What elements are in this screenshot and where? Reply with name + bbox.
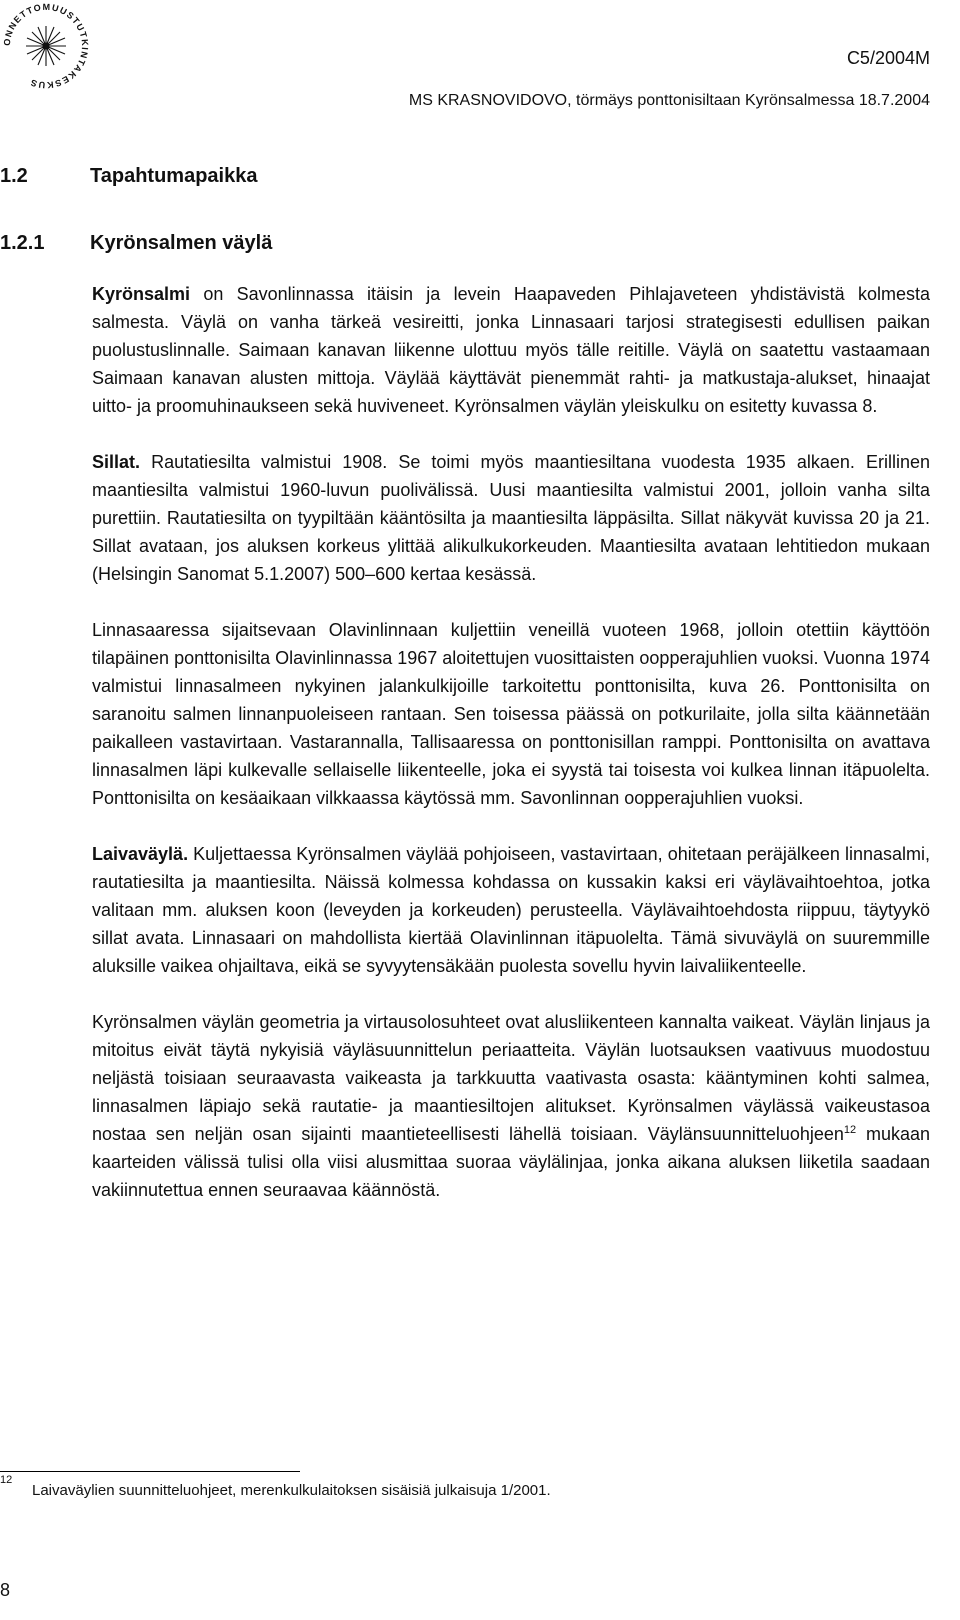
paragraph-lead: Kyrönsalmi xyxy=(92,284,191,304)
footnote-number: 12 xyxy=(0,1474,13,1486)
paragraph-lead: Sillat. xyxy=(92,452,141,472)
subsection-title: Kyrönsalmen väylä xyxy=(90,232,273,254)
paragraph-linnasaari: Linnasaaressa sijaitsevaan Olavinlinnaan kuljettiin veneillä vuoteen 1968, jolloin otettiin käyttöön tilapäinen ponttonisilta Olavinlinnassa 1967 aloitettujen vuosittaisten oopperajuhlien vuoksi. Vuonna 1974 valmistui linnasalmeen nykyinen jalankulkijoille tarkoitettu ponttonisilta, kuva 26. Ponttonisilta on saranoitu salmen linnanpuoleiseen rantaan. Sen toisessa päässä on potkurilaite, jolla silta käännetään paikalleen vastavirtaan. Vastarannalla, Tallisaaressa on ponttonisillan ramppi. Ponttonisilta on avattava linnasalmen läpi kulkevalle sellaiselle liikenteelle, joka ei syystä tai toisesta voi kulkea linnan itäpuolelta. Ponttonisilta on kesäaikaan vilkkaassa käytössä mm. Savonlinnan oopperajuhlien vuoksi. xyxy=(92,620,930,808)
paragraph-kyronsalmi: Kyrönsalmi on Savonlinnassa itäisin ja levein Haapaveden Pihlajaveteen yhdistävistä kolmesta salmesta. Väylä on vanha tärkeä vesireitti, jonka Linnasaari tarjosi strategisesti edullisen paikan puolustuslinnalle. Saimaan kanavan liikenne ulottuu myös tälle reitille. Väylä on saatettu vastaamaan Saimaan kanavan alusten mittoja. Väylää käyttävät pienemmät rahti- ja matkustaja-alukset, hinaajat uitto- ja proomuhinaukseen sekä huviveneet. Kyrönsalmen väylän yleiskulku on esitetty kuvassa 8. xyxy=(92,284,930,416)
paragraph-laivavayla: Laivaväylä. Kuljettaessa Kyrönsalmen väylää pohjoiseen, vastavirtaan, ohitetaan peräjälkeen linnasalmi, rautatiesilta ja maantiesilta. Näissä kolmessa kohdassa on kussakin kaksi eri väylävaihtoehtoa, jotka valitaan mm. aluksen koon (leveyden ja korkeuden) perusteella. Väylävaihtoehdosta riippuu, täytyykö sillat avata. Linnasaari on mahdollista kiertää Olavinlinnan itäpuolelta. Tämä sivuväylä on suuremmille aluksille vaikea ohjailtava, eikä se syvyytensäkään puolesta sovellu hyvin laivaliikenteelle. xyxy=(92,844,930,976)
report-title: MS KRASNOVIDOVO, törmäys ponttonisiltaan Kyrönsalmessa 18.7.2004 xyxy=(408,92,930,109)
footnote-divider xyxy=(0,1471,300,1472)
section-number: 1.2 xyxy=(0,165,28,187)
section-heading xyxy=(0,165,257,188)
footnote-text: Laivaväylien suunnitteluohjeet, merenkulkulaitoksen sisäisiä julkaisuja 1/2001. xyxy=(32,1482,551,1499)
paragraph-geometria: Kyrönsalmen väylän geometria ja virtausolosuhteet ovat alusliikenteen kannalta vaikeat. Väylän linjaus ja mitoitus eivät täytä nykyisiä väyläsuunnittelun periaatteita. Väylän luotsauksen vaativuus muodostuu neljästä toisiaan seuraavasta vaikeasta ja tarkkuutta vaativasta osasta: kääntyminen kohti salmea, linnasalmen läpiajo sekä rautatie- ja maantiesiltojen alitukset. Kyrönsalmen väylässä vaikeustasoa nostaa sen neljän osan sijainti maantieteellisesti lähellä toisiaan. Väylänsuunnitteluohjeen$^{12}$ mukaan kaarteiden välissä tulisi olla viisi alusmittaa suoraa väylälinjaa, jonka aikana aluksen liiketila saadaan vakiinnutettua ennen seuraavaa käännöstä. xyxy=(92,1012,930,1200)
footnote-ref: 12 xyxy=(843,1124,857,1136)
section-title: Tapahtumapaikka xyxy=(90,165,258,187)
body-text xyxy=(92,280,930,1232)
subsection-number: 1.2.1 xyxy=(0,232,45,254)
page-number: 8 xyxy=(0,1580,11,1600)
logo-ring-text: ONNETTOMUUSTUTKINTAKESKUS xyxy=(1,1,91,91)
paragraph-lead: Laivaväylä. xyxy=(92,844,189,864)
logo-starburst xyxy=(26,26,66,66)
subsection-heading xyxy=(0,232,272,255)
paragraph-sillat: Sillat. Rautatiesilta valmistui 1908. Se toimi myös maantiesiltana vuodesta 1935 alkaen. Erillinen maantiesilta valmistui 1960-luvun puolivälissä. Uusi maantiesilta valmistui 2001, jolloin vanha silta purettiin. Rautatiesilta on tyypiltään kääntösilta ja maantiesilta läppäsilta. Sillat näkyvät kuvissa 20 ja 21. Sillat avataan, jos aluksen korkeus ylittää alikulkukorkeuden. Maantiesilta avataan lehtitiedon mukaan (Helsingin Sanomat 5.1.2007) 500–600 kertaa kesässä. xyxy=(92,452,930,584)
report-code: C5/2004M xyxy=(846,48,930,68)
agency-logo xyxy=(0,0,92,92)
